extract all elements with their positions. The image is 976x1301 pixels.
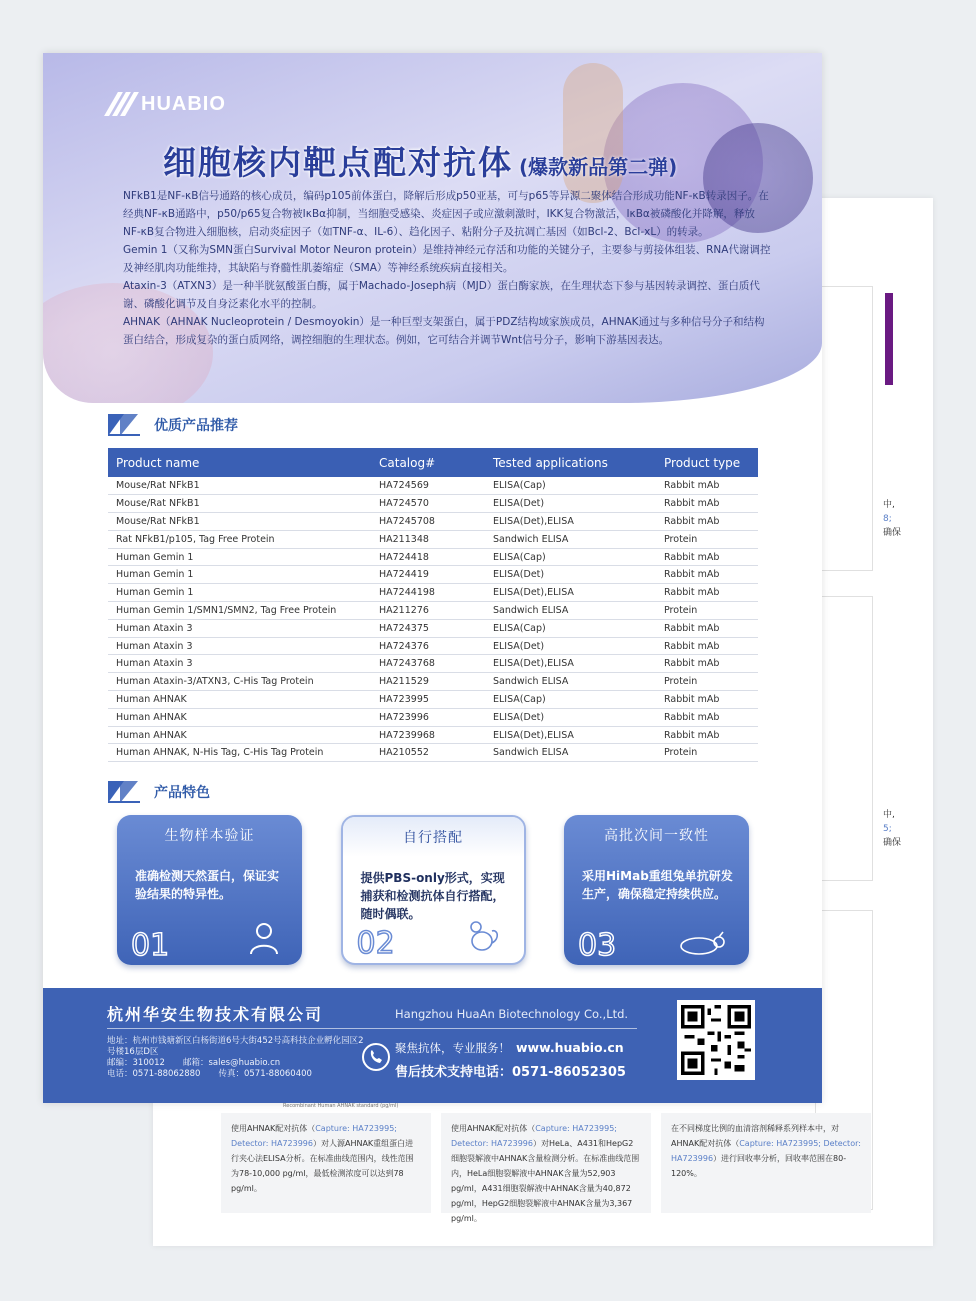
table-cell: ELISA(Det) <box>485 495 656 513</box>
front-sheet <box>43 53 822 1103</box>
table-cell: HA211276 <box>371 602 485 620</box>
table-cell: Mouse/Rat NFkB1 <box>108 477 371 495</box>
table-cell: Human Ataxin-3/ATXN3, C-His Tag Protein <box>108 673 371 691</box>
table-row <box>108 691 758 709</box>
table-cell: ELISA(Det) <box>485 637 656 655</box>
column-header: Tested applications <box>485 448 656 477</box>
table-cell: Rabbit mAb <box>656 584 758 602</box>
table-cell: Human AHNAK <box>108 726 371 744</box>
table-cell: ELISA(Det),ELISA <box>485 584 656 602</box>
feature-card <box>341 815 526 965</box>
phone-icon <box>361 1042 391 1072</box>
feature-body: 准确检测天然蛋白，保证实验结果的特异性。 <box>135 869 280 901</box>
table-row <box>108 619 758 637</box>
table-cell: Rabbit mAb <box>656 619 758 637</box>
table-row <box>108 708 758 726</box>
products-section-header: 优质产品推荐 <box>108 414 238 436</box>
result-card: 使用AHNAK配对抗体（Capture: HA723995; Detector: HA723996）对人源AHNAK重组蛋白进行夹心法ELISA分析。在标准曲线范围内，线性范围为78-10,000 pg/ml，最低检测浓度可以达到78 pg/ml。 <box>221 1113 431 1213</box>
intro-paragraph: Gemin 1（又称为SMN蛋白Survival Motor Neuron protein）是维持神经元存活和功能的关键分子，主要参与剪接体组装、RNA代谢调控及神经肌肉功能维持，其缺陷与脊髓性肌萎缩症（SMA）等神经系统疾病直接相关。 <box>123 244 771 274</box>
feature-card <box>117 815 302 965</box>
table-cell: Rabbit mAb <box>656 708 758 726</box>
table-header-row <box>108 448 758 477</box>
table-row <box>108 513 758 531</box>
hero-banner <box>43 53 822 403</box>
table-cell: Rabbit mAb <box>656 726 758 744</box>
table-cell: Rabbit mAb <box>656 691 758 709</box>
table-cell: HA724419 <box>371 566 485 584</box>
table-row <box>108 584 758 602</box>
contact-info <box>107 1036 367 1080</box>
table-cell: HA7239968 <box>371 726 485 744</box>
mouse-icon <box>462 919 502 957</box>
table-cell: ELISA(Cap) <box>485 477 656 495</box>
back-panel <box>815 286 873 571</box>
qr-code <box>677 1000 755 1080</box>
table-cell: HA7243768 <box>371 655 485 673</box>
table-row <box>108 495 758 513</box>
table-cell: Protein <box>656 530 758 548</box>
postcode: 邮编：310012 <box>107 1058 165 1068</box>
table-cell: Human AHNAK <box>108 708 371 726</box>
section-arrow-icon <box>108 781 140 803</box>
feature-title: 自行搭配 <box>343 817 524 857</box>
table-cell: Human Gemin 1 <box>108 584 371 602</box>
company-name-en: Hangzhou HuaAn Biotechnology Co.,Ltd. <box>395 1007 629 1021</box>
column-header: Product type <box>656 448 758 477</box>
table-cell: HA723996 <box>371 708 485 726</box>
side-text-fragment: 中, 8; 确保 <box>883 500 902 538</box>
features-section-header: 产品特色 <box>108 781 210 803</box>
table-cell: HA724569 <box>371 477 485 495</box>
table-row <box>108 602 758 620</box>
table-cell: ELISA(Det) <box>485 708 656 726</box>
fax: 传真：0571-88060400 <box>218 1069 312 1079</box>
table-cell: Human Ataxin 3 <box>108 637 371 655</box>
feature-title: 生物样本验证 <box>164 828 255 844</box>
table-cell: HA211348 <box>371 530 485 548</box>
table-cell: Rabbit mAb <box>656 637 758 655</box>
table-cell: Rabbit mAb <box>656 548 758 566</box>
side-text-fragment: 中, 5; 确保 <box>883 810 902 848</box>
person-icon <box>248 921 280 959</box>
table-cell: ELISA(Det),ELISA <box>485 513 656 531</box>
feature-cards <box>117 815 749 965</box>
rabbit-icon <box>675 931 727 959</box>
intro-paragraph: Ataxin-3（ATXN3）是一种半胱氨酸蛋白酶，属于Machado-Joseph病（MJD）蛋白酶家族，在生理状态下参与基因转录调控、蛋白质代谢、磷酸化调节及自身泛素化水平的控制。 <box>123 280 760 310</box>
table-cell: Protein <box>656 744 758 762</box>
table-cell: Protein <box>656 673 758 691</box>
back-panel <box>815 596 873 881</box>
page-title: 细胞核内靶点配对抗体 (爆款新品第二弹) <box>163 143 678 182</box>
western-blot-band <box>885 293 893 385</box>
table-cell: ELISA(Det),ELISA <box>485 726 656 744</box>
intro-paragraph: NFkB1是NF-κB信号通路的核心成员，编码p105前体蛋白，降解后形成p50亚基，可与p65等异源二聚体结合形成功能NF-κB转录因子。在经典NF-κB通路中，p50/p65复合物被IκBα抑制，当细胞受感染、炎症因子或应激刺激时，IKK复合物激活，IκBα被磷酸化并降解，释放NF-κB复合物进入细胞核，启动炎症因子（如TNF-α、IL-6）、趋化因子、粘附分子及抗凋亡基因（如Bcl-2、Bcl-xL）的转录。 <box>123 190 769 238</box>
table-cell: Human AHNAK, N-His Tag, C-His Tag Protein <box>108 744 371 762</box>
table-row <box>108 530 758 548</box>
table-cell: Rabbit mAb <box>656 566 758 584</box>
table-cell: Human Gemin 1 <box>108 548 371 566</box>
table-cell: Human Ataxin 3 <box>108 619 371 637</box>
table-cell: Rabbit mAb <box>656 495 758 513</box>
company-name-cn: 杭州华安生物技术有限公司 <box>107 1005 324 1024</box>
feature-body: 提供PBS-only形式，实现捕获和检测抗体自行搭配，随时偶联。 <box>360 871 505 921</box>
table-cell: Sandwich ELISA <box>485 744 656 762</box>
feature-number: 02 <box>356 926 395 961</box>
feature-title: 高批次间一致性 <box>604 828 709 844</box>
table-cell: Human Gemin 1 <box>108 566 371 584</box>
slogan: 聚焦抗体，专业服务！ www.huabio.cn <box>395 1040 624 1055</box>
table-cell: Human Gemin 1/SMN1/SMN2, Tag Free Protein <box>108 602 371 620</box>
table-cell: Rat NFkB1/p105, Tag Free Protein <box>108 530 371 548</box>
table-row <box>108 655 758 673</box>
chart-caption: Recombinant Human AHNAK standard (pg/ml) <box>283 1103 399 1109</box>
table-cell: Sandwich ELISA <box>485 530 656 548</box>
table-row <box>108 673 758 691</box>
column-header: Catalog# <box>371 448 485 477</box>
table-cell: Human Ataxin 3 <box>108 655 371 673</box>
table-cell: HA724376 <box>371 637 485 655</box>
table-cell: ELISA(Cap) <box>485 548 656 566</box>
table-cell: HA211529 <box>371 673 485 691</box>
table-cell: HA7244198 <box>371 584 485 602</box>
result-card: 使用AHNAK配对抗体（Capture: HA723995; Detector: HA723996）对HeLa、A431和HepG2细胞裂解液中AHNAK含量检测分析。在标准曲线范围内，HeLa细胞裂解液中AHNAK含量为52,903 pg/ml，A431细胞裂解液中AHNAK含量为40,872 pg/ml，HepG2细胞裂解液中AHNAK含量为3,367 pg/ml。 <box>441 1113 651 1213</box>
support-phone: 售后技术支持电话：0571-86052305 <box>395 1065 626 1080</box>
table-row <box>108 744 758 762</box>
table-cell: ELISA(Det),ELISA <box>485 655 656 673</box>
table-cell: ELISA(Det) <box>485 566 656 584</box>
table-row <box>108 477 758 495</box>
products-table <box>108 448 758 762</box>
section-arrow-icon <box>108 414 140 436</box>
address: 地址：杭州市钱塘新区白杨街道6号大街452号高科技企业孵化园区2号楼16层D区 <box>107 1036 364 1057</box>
table-cell: Rabbit mAb <box>656 655 758 673</box>
table-cell: HA724375 <box>371 619 485 637</box>
feature-number: 01 <box>131 928 170 963</box>
table-cell: Mouse/Rat NFkB1 <box>108 513 371 531</box>
table-cell: Rabbit mAb <box>656 477 758 495</box>
intro-text <box>123 187 771 349</box>
intro-paragraph: AHNAK（AHNAK Nucleoprotein / Desmoyokin）是一种巨型支架蛋白，属于PDZ结构域家族成员，AHNAK通过与多种信号分子和结构蛋白结合，形成复杂的蛋白质网络，调控细胞的生理状态。例如，它可结合并调节Wnt信号分子，影响下游基因表达。 <box>123 316 765 346</box>
table-cell: HA724570 <box>371 495 485 513</box>
table-cell: HA7245708 <box>371 513 485 531</box>
table-cell: HA723995 <box>371 691 485 709</box>
footer <box>43 988 822 1103</box>
table-cell: ELISA(Cap) <box>485 691 656 709</box>
table-row <box>108 548 758 566</box>
table-cell: Human AHNAK <box>108 691 371 709</box>
table-cell: ELISA(Cap) <box>485 619 656 637</box>
result-cards <box>221 1113 871 1223</box>
email: 邮箱：sales@huabio.cn <box>182 1058 281 1068</box>
feature-card <box>564 815 749 965</box>
result-card: 在不同梯度比例的血清溶剂稀释系列样本中，对AHNAK配对抗体（Capture: HA723995; Detector: HA723996）进行回收率分析，回收率范围在80-120%。 <box>661 1113 871 1213</box>
telephone: 电话：0571-88062880 <box>107 1069 201 1079</box>
feature-number: 03 <box>578 928 617 963</box>
table-cell: Mouse/Rat NFkB1 <box>108 495 371 513</box>
table-row <box>108 637 758 655</box>
table-cell: Rabbit mAb <box>656 513 758 531</box>
column-header: Product name <box>108 448 371 477</box>
huabio-logo-icon <box>107 91 135 117</box>
table-cell: HA724418 <box>371 548 485 566</box>
table-cell: HA210552 <box>371 744 485 762</box>
website-link[interactable]: www.huabio.cn <box>516 1040 624 1055</box>
table-cell: Protein <box>656 602 758 620</box>
divider <box>107 1028 637 1029</box>
feature-body: 采用HiMab重组兔单抗研发生产，确保稳定持续供应。 <box>582 869 733 901</box>
table-cell: Sandwich ELISA <box>485 673 656 691</box>
table-row <box>108 566 758 584</box>
brand-logo: HUABIO <box>107 91 226 117</box>
table-row <box>108 726 758 744</box>
table-cell: Sandwich ELISA <box>485 602 656 620</box>
